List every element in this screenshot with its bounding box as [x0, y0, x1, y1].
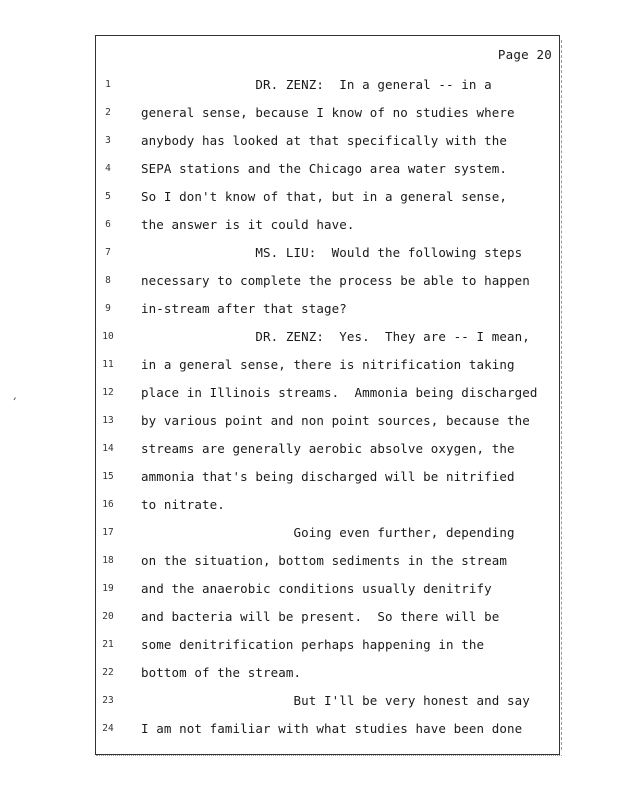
line-text: general sense, because I know of no studies where	[141, 105, 515, 120]
line-number: 23	[102, 695, 114, 706]
transcript-line	[96, 636, 561, 654]
line-text: bottom of the stream.	[141, 665, 302, 680]
line-text: and the anaerobic conditions usually denitrify	[141, 581, 492, 596]
transcript-line	[96, 132, 561, 150]
line-text: in a general sense, there is nitrification taking	[141, 357, 515, 372]
line-number: 9	[105, 303, 111, 314]
line-number: 16	[102, 499, 114, 510]
line-text: Going even further, depending	[141, 525, 515, 540]
transcript-page	[95, 35, 560, 755]
line-text: and bacteria will be present. So there will be	[141, 609, 500, 624]
line-number: 10	[102, 331, 114, 342]
line-text: the answer is it could have.	[141, 217, 355, 232]
transcript-line	[96, 244, 561, 262]
transcript-line	[96, 188, 561, 206]
line-number: 19	[102, 583, 114, 594]
transcript-line	[96, 104, 561, 122]
line-text: MS. LIU: Would the following steps	[141, 245, 523, 260]
line-text: DR. ZENZ: In a general -- in a	[141, 77, 492, 92]
line-text: But I'll be very honest and say	[141, 693, 530, 708]
transcript-line	[96, 160, 561, 178]
line-text: in-stream after that stage?	[141, 301, 347, 316]
line-text: some denitrification perhaps happening in the	[141, 637, 485, 652]
line-text: on the situation, bottom sediments in the stream	[141, 553, 508, 568]
line-text: DR. ZENZ: Yes. They are -- I mean,	[141, 329, 530, 344]
transcript-line	[96, 272, 561, 290]
line-text: anybody has looked at that specifically with the	[141, 133, 508, 148]
line-text: streams are generally aerobic absolve oxygen, the	[141, 441, 515, 456]
line-text: I am not familiar with what studies have been done	[141, 721, 523, 736]
line-number: 21	[102, 639, 114, 650]
line-text: to nitrate.	[141, 497, 225, 512]
transcript-line	[96, 300, 561, 318]
transcript-line	[96, 552, 561, 570]
line-number: 18	[102, 555, 114, 566]
line-number: 7	[105, 247, 111, 258]
line-text: place in Illinois streams. Ammonia being discharged	[141, 385, 538, 400]
transcript-line	[96, 412, 561, 430]
transcript-line	[96, 496, 561, 514]
line-text: ammonia that's being discharged will be nitrified	[141, 469, 515, 484]
transcript-line	[96, 608, 561, 626]
transcript-line	[96, 580, 561, 598]
right-margin-rule	[561, 40, 564, 750]
line-number: 3	[105, 135, 111, 146]
line-number: 6	[105, 219, 111, 230]
line-number: 12	[102, 387, 114, 398]
transcript-line	[96, 664, 561, 682]
transcript-line	[96, 468, 561, 486]
transcript-line	[96, 720, 561, 738]
transcript-line	[96, 216, 561, 234]
line-number: 8	[105, 275, 111, 286]
line-number: 22	[102, 667, 114, 678]
line-number: 5	[105, 191, 111, 202]
bottom-scan-artifact	[96, 755, 562, 762]
transcript-line	[96, 384, 561, 402]
line-number: 24	[102, 723, 114, 734]
line-number: 15	[102, 471, 114, 482]
margin-tick-mark	[14, 397, 19, 402]
transcript-line	[96, 76, 561, 94]
page-number: Page 20	[497, 47, 552, 62]
line-number: 1	[105, 79, 111, 90]
line-text: necessary to complete the process be able to happen	[141, 273, 530, 288]
line-number: 17	[102, 527, 114, 538]
line-number: 11	[102, 359, 114, 370]
transcript-line	[96, 440, 561, 458]
line-text: SEPA stations and the Chicago area water system.	[141, 161, 508, 176]
transcript-line	[96, 692, 561, 710]
line-text: So I don't know of that, but in a general sense,	[141, 189, 508, 204]
transcript-line	[96, 328, 561, 346]
line-text: by various point and non point sources, because the	[141, 413, 530, 428]
line-number: 20	[102, 611, 114, 622]
transcript-line	[96, 356, 561, 374]
line-number: 4	[105, 163, 111, 174]
line-number: 14	[102, 443, 114, 454]
line-number: 13	[102, 415, 114, 426]
transcript-line	[96, 524, 561, 542]
line-number: 2	[105, 107, 111, 118]
